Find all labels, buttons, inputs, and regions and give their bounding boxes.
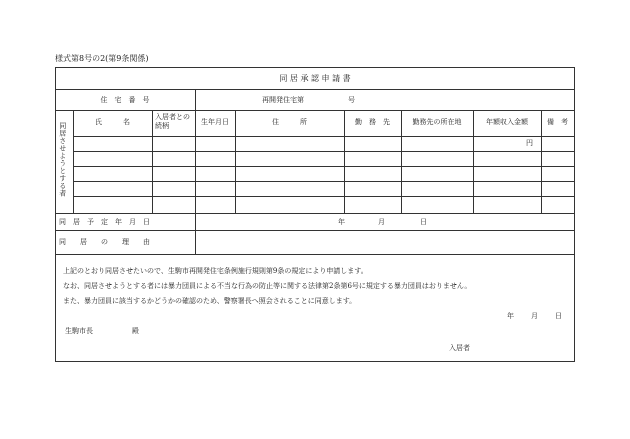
housing-number-prefix: 再開発住宅第 (262, 96, 304, 104)
start-date-day: 日 (420, 218, 427, 226)
rule-header-bottom (73, 136, 575, 137)
reason-label: 同 居 の 理 由 (59, 238, 150, 246)
rule-right (574, 67, 575, 362)
header-workplace: 勤 務 先 (355, 118, 390, 126)
addressee: 生駒市長 (65, 327, 93, 335)
rule-table-bottom (55, 213, 575, 214)
start-date-month: 月 (378, 218, 385, 226)
declaration-date-day: 日 (555, 312, 562, 320)
application-form (55, 67, 575, 362)
start-date-label: 同 居 予 定 年 月 日 (59, 218, 150, 226)
income-unit: 円 (526, 139, 533, 147)
form-id: 様式第8号の2(第9条関係) (55, 54, 149, 63)
cohabitants-side-label: 同居させようとする者 (58, 122, 67, 197)
header-annual-income: 年額収入金額 (486, 118, 528, 126)
rule-housing-bottom (55, 110, 575, 111)
header-remarks: 備 考 (547, 118, 568, 126)
addressee-honorific: 殿 (132, 327, 139, 335)
rule-bottom (55, 361, 575, 362)
housing-number-label: 住 宅 番 号 (100, 96, 150, 104)
housing-number-suffix: 号 (348, 96, 355, 104)
header-birth-date: 生年月日 (201, 118, 229, 126)
rule-row3 (73, 181, 575, 182)
header-workplace-address: 勤務先の所在地 (412, 118, 462, 126)
declaration-line1: 上記のとおり同居させたいので、生駒市再開発住宅条例施行規則第9条の規定により申請します。 (63, 267, 368, 275)
rule-col-relation (195, 110, 196, 254)
header-relation: 入居者との続柄 (155, 113, 190, 130)
declaration-date-month: 月 (531, 312, 538, 320)
rule-row1 (73, 151, 575, 152)
applicant-label: 入居者 (449, 344, 470, 352)
rule-housing-divider (195, 89, 196, 110)
rule-date-bottom (55, 230, 575, 231)
start-date-year: 年 (338, 218, 345, 226)
rule-left (55, 67, 56, 362)
rule-row2 (73, 166, 575, 167)
rule-top (55, 67, 575, 68)
declaration-line3: また、暴力団員に該当するかどうかの確認のため、警察署長へ照会されることに同意します。 (63, 297, 357, 305)
rule-col-name (152, 110, 153, 213)
form-title: 同 居 承 認 申 請 書 (279, 74, 351, 83)
rule-row4 (73, 196, 575, 197)
header-address: 住 所 (272, 118, 307, 126)
rule-title-bottom (55, 89, 575, 90)
rule-reason-bottom (55, 254, 575, 255)
header-name: 氏 名 (95, 118, 130, 126)
declaration-line2: なお、同居させようとする者には暴力団員による不当な行為の防止等に関する法律第2条第6号に規定する暴力団員はおりません。 (63, 282, 472, 290)
declaration-date-year: 年 (507, 312, 514, 320)
